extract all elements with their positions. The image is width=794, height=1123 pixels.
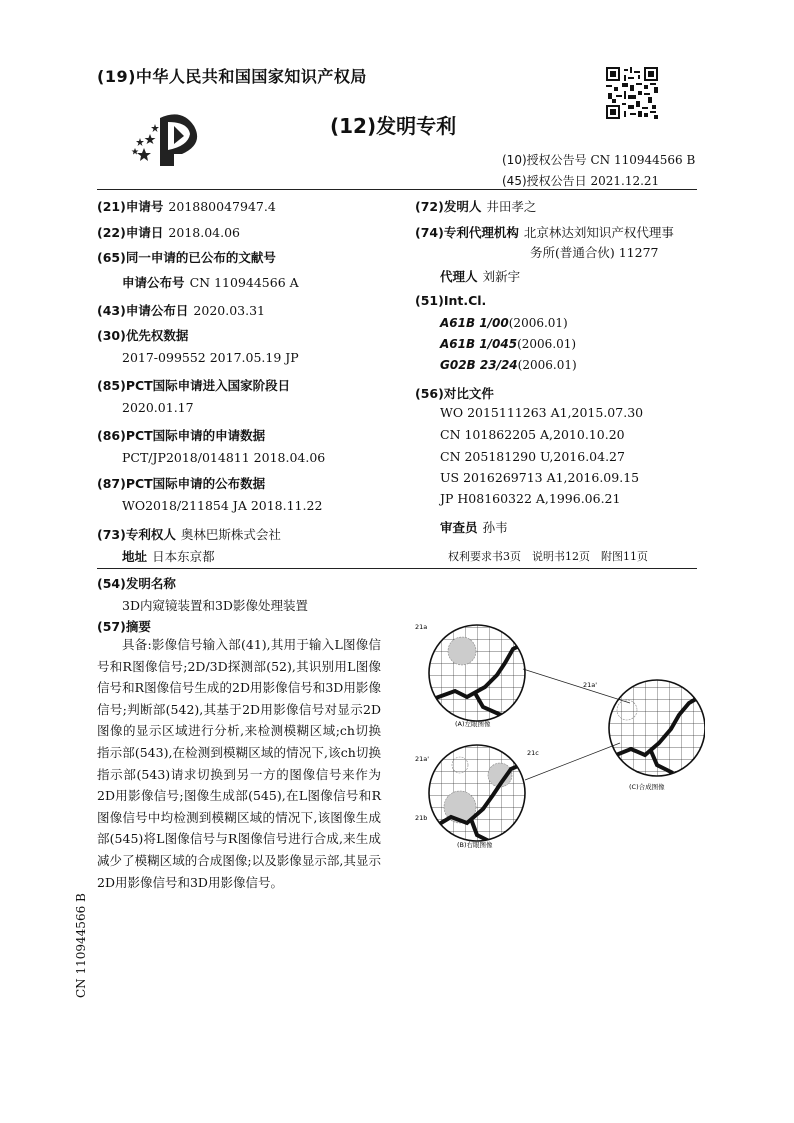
grant-date-label: (45)授权公告日 bbox=[502, 174, 587, 188]
inventor bbox=[415, 196, 536, 215]
address-label: 地址 bbox=[122, 549, 148, 564]
ipc-version: (2006.01) bbox=[508, 316, 568, 330]
connector-line bbox=[525, 743, 620, 780]
patentee bbox=[97, 524, 281, 543]
invention-title-label: (54)发明名称 bbox=[97, 576, 176, 591]
grant-number-line bbox=[502, 151, 695, 168]
pct-application-value: PCT/JP2018/014811 2018.04.06 bbox=[122, 450, 326, 465]
agent-value: 刘新宇 bbox=[482, 269, 521, 284]
bibliographic-divider bbox=[97, 568, 697, 569]
ipc-code: A61B 1/00 bbox=[440, 316, 509, 330]
caption-composite: (C)合成图像 bbox=[629, 783, 665, 791]
inventor-label: (72)发明人 bbox=[415, 199, 482, 214]
grant-number-label: (10)授权公告号 bbox=[502, 153, 587, 167]
application-number bbox=[97, 196, 276, 215]
agent bbox=[440, 266, 520, 285]
abstract-text: 具备:影像信号输入部(41),其用于输入L图像信号和R图像信号;2D/3D探测部(52),其识别用L图像信号和R图像信号生成的2D用影像信号和3D用影像信号;判断部(542),其基于2D用影像信号对显示2D图像的显示区域进行分析,来检测模糊区域;ch切换指示部(543),在检测到模糊区域的情况下,该ch切换指示部(543)请求切换到另一方的图像信号来作为2D用影像信号;图像生成部(545),在L图像信号和R图像信号中均检测到模糊区域的情况下,该图像生成部(545)将L图像信号与R图像信号进行合成,来生成减少了模糊区域的合成图像;以及影像显示部,其显示2D用影像信号和3D用影像信号。 bbox=[97, 637, 381, 890]
cited-refs-label: (56)对比文件 bbox=[415, 386, 494, 401]
agency bbox=[415, 222, 674, 241]
int-cl-label: (51)Int.Cl. bbox=[415, 293, 487, 308]
cited-ref: CN 101862205 A,2010.10.20 bbox=[440, 427, 625, 442]
page-counts: 权利要求书3页 说明书12页 附图11页 bbox=[448, 550, 648, 563]
cited-ref: US 2016269713 A1,2016.09.15 bbox=[440, 470, 640, 485]
ipc-class bbox=[440, 358, 577, 372]
application-date-label: (22)申请日 bbox=[97, 225, 164, 240]
grant-date-line bbox=[502, 172, 659, 189]
ipc-version: (2006.01) bbox=[517, 337, 577, 351]
invention-title: 3D内窥镜装置和3D影像处理装置 bbox=[122, 598, 308, 613]
application-date-value: 2018.04.06 bbox=[168, 225, 240, 240]
ipc-class bbox=[440, 316, 568, 330]
document-type: (12)发明专利 bbox=[330, 114, 457, 138]
address-value: 日本东京都 bbox=[152, 549, 215, 564]
ref-label: 21a' bbox=[415, 755, 430, 763]
agent-label: 代理人 bbox=[440, 269, 478, 284]
grant-number: CN 110944566 B bbox=[590, 153, 696, 167]
abstract-figure bbox=[405, 615, 705, 860]
agency-label: (74)专利代理机构 bbox=[415, 225, 519, 240]
ref-label: 21a' bbox=[583, 681, 598, 689]
right-eye-image bbox=[425, 741, 535, 851]
application-number-label: (21)申请号 bbox=[97, 199, 164, 214]
examiner-label: 审查员 bbox=[440, 520, 478, 535]
pct-entry-value: 2020.01.17 bbox=[122, 400, 194, 415]
ipc-version: (2006.01) bbox=[517, 358, 577, 372]
left-eye-image bbox=[425, 621, 535, 731]
publication-date-label: (43)申请公布日 bbox=[97, 303, 189, 318]
ipc-code: A61B 1/045 bbox=[440, 337, 518, 351]
caption-left-eye: (A)左眼图像 bbox=[455, 720, 491, 728]
application-number-value: 201880047947.4 bbox=[168, 199, 276, 214]
pct-publication-value: WO2018/211854 JA 2018.11.22 bbox=[122, 498, 323, 513]
caption-right-eye: (B)右眼图像 bbox=[457, 841, 493, 849]
examiner-value: 孙韦 bbox=[482, 520, 508, 535]
cited-ref: WO 2015111263 A1,2015.07.30 bbox=[440, 405, 644, 420]
address bbox=[122, 546, 215, 565]
side-patent-number: CN 110944566 B bbox=[74, 893, 88, 998]
prior-publication bbox=[122, 272, 299, 291]
publication-date-value: 2020.03.31 bbox=[193, 303, 265, 318]
agency-value-line1: 北京林达刘知识产权代理事 bbox=[523, 225, 674, 240]
cited-ref: JP H08160322 A,1996.06.21 bbox=[440, 491, 621, 506]
inventor-value: 井田孝之 bbox=[486, 199, 537, 214]
priority-value: 2017-099552 2017.05.19 JP bbox=[122, 350, 299, 365]
ipc-code: G02B 23/24 bbox=[440, 358, 518, 372]
header-divider bbox=[97, 189, 697, 190]
qr-code bbox=[606, 67, 658, 119]
cited-ref: CN 205181290 U,2016.04.27 bbox=[440, 449, 625, 464]
abstract-label: (57)摘要 bbox=[97, 619, 151, 634]
cnipa-logo bbox=[130, 104, 208, 170]
ref-label: 21b bbox=[415, 814, 428, 822]
prior-publication-number: CN 110944566 A bbox=[189, 275, 299, 290]
publication-date bbox=[97, 300, 265, 319]
ref-label: 21c bbox=[527, 749, 539, 757]
pct-publication-label: (87)PCT国际申请的公布数据 bbox=[97, 476, 266, 491]
application-date bbox=[97, 222, 240, 241]
office-name: (19)中华人民共和国国家知识产权局 bbox=[97, 67, 367, 86]
connector-line bbox=[523, 669, 630, 703]
ref-label: 21a bbox=[415, 623, 428, 631]
ipc-class bbox=[440, 337, 576, 351]
priority-label: (30)优先权数据 bbox=[97, 328, 189, 343]
prior-publication-sub-label: 申请公布号 bbox=[122, 275, 185, 290]
pct-entry-label: (85)PCT国际申请进入国家阶段日 bbox=[97, 378, 291, 393]
prior-publication-label: (65)同一申请的已公布的文献号 bbox=[97, 250, 276, 265]
pct-application-label: (86)PCT国际申请的申请数据 bbox=[97, 428, 266, 443]
examiner bbox=[440, 517, 508, 536]
patentee-label: (73)专利权人 bbox=[97, 527, 176, 542]
grant-date: 2021.12.21 bbox=[590, 174, 660, 188]
agency-value-line2: 务所(普通合伙) 11277 bbox=[530, 245, 659, 260]
patentee-value: 奥林巴斯株式会社 bbox=[180, 527, 281, 542]
